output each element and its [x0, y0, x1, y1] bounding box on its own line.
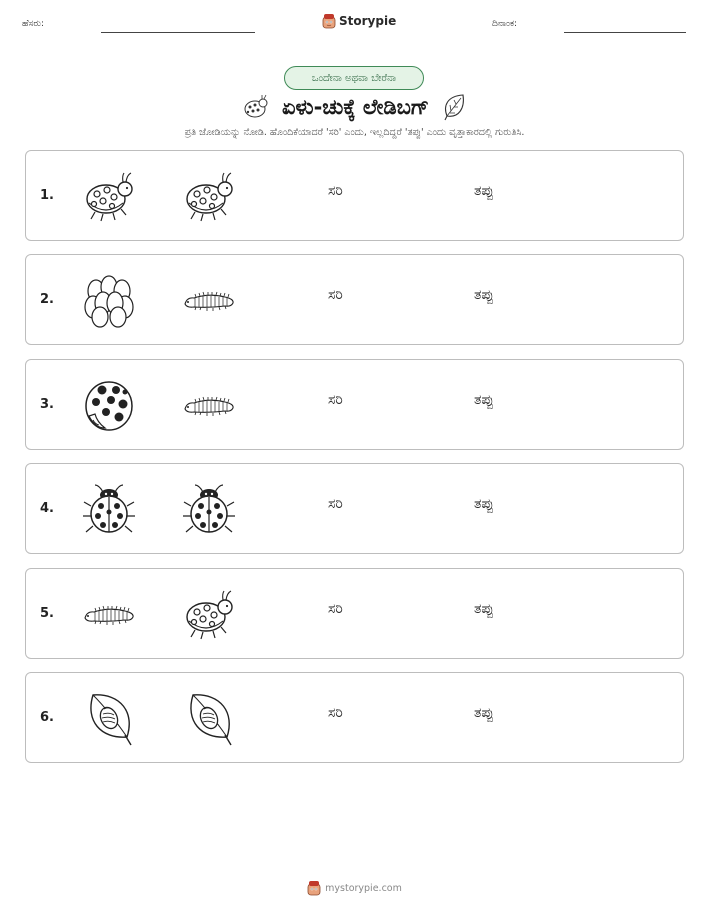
true-option[interactable]: ಸರಿ: [328, 496, 343, 513]
instructions: ಪ್ರತಿ ಜೋಡಿಯನ್ನು ನೋಡಿ. ಹೊಂದಿಕೆಯಾದರೆ 'ಸರಿ' ಎಂದು, ಇಲ್ಲದಿದ್ದರೆ 'ತಪ್ಪು' ಎಂದು ವೃತ್ತಾಕಾರದಲ್ಲಿ ಗುರುತಿಸಿ.: [184, 127, 525, 138]
worksheet-type-badge: ಒಂದೇನಾ ಅಥವಾ ಬೇರೆನಾ: [284, 66, 424, 90]
ladybug-front-icon: [181, 482, 237, 538]
question-row: [25, 672, 684, 763]
footer-url[interactable]: mystorypie.com: [325, 882, 402, 894]
question-number: 1.: [40, 188, 54, 203]
worksheet-header: [0, 0, 709, 50]
storypie-mascot-icon: [322, 13, 336, 29]
question-number: 6.: [40, 710, 54, 725]
question-number: 2.: [40, 292, 54, 308]
question-row: [25, 568, 684, 659]
true-option[interactable]: ಸರಿ: [328, 391, 343, 408]
false-option[interactable]: ತಪ್ಪು: [474, 600, 494, 617]
storypie-mascot-icon: [307, 880, 321, 896]
name-label: ಹೆಸರು:: [22, 19, 45, 29]
false-option[interactable]: ತಪ್ಪು: [474, 183, 494, 199]
question-number: 4.: [40, 501, 54, 517]
brand-logo: [322, 13, 396, 29]
footer: [0, 880, 709, 896]
ladybug-side-icon: [181, 587, 237, 643]
egg-cluster-icon: [81, 273, 137, 329]
date-line[interactable]: [564, 32, 686, 33]
larva-icon: [81, 587, 137, 643]
false-option[interactable]: ತಪ್ಪು: [474, 496, 494, 513]
brand-name: Storypie: [339, 14, 397, 28]
pupa-leaf-icon: [181, 691, 237, 747]
name-line[interactable]: [101, 32, 255, 33]
larva-icon: [181, 378, 237, 434]
ladybug-icon: [240, 94, 270, 120]
page-title: ಏಳು-ಚುಕ್ಕೆ ಲೇಡಿಬಗ್: [281, 94, 430, 119]
leaf-icon: [441, 92, 469, 122]
question-row: [25, 150, 684, 241]
question-row: [25, 254, 684, 345]
false-option[interactable]: ತಪ್ಪು: [474, 391, 494, 408]
false-option[interactable]: ತಪ್ಪು: [474, 705, 494, 721]
question-number: 3.: [40, 396, 54, 412]
question-row: [25, 359, 684, 450]
question-number: 5.: [40, 605, 54, 621]
true-option[interactable]: ಸರಿ: [328, 705, 343, 721]
date-label: ದಿನಾಂಕ:: [492, 19, 518, 29]
false-option[interactable]: ತಪ್ಪು: [474, 287, 494, 304]
ladybug-side-icon: [181, 169, 237, 225]
true-option[interactable]: ಸರಿ: [328, 600, 343, 617]
question-row: [25, 463, 684, 554]
larva-icon: [181, 273, 237, 329]
ladybug-side-icon: [81, 169, 137, 225]
true-option[interactable]: ಸರಿ: [328, 183, 343, 199]
ladybug-front-icon: [81, 482, 137, 538]
true-option[interactable]: ಸರಿ: [328, 287, 343, 304]
title-row: [0, 90, 709, 124]
ladybug-top-icon: [81, 378, 137, 434]
pupa-leaf-icon: [81, 691, 137, 747]
